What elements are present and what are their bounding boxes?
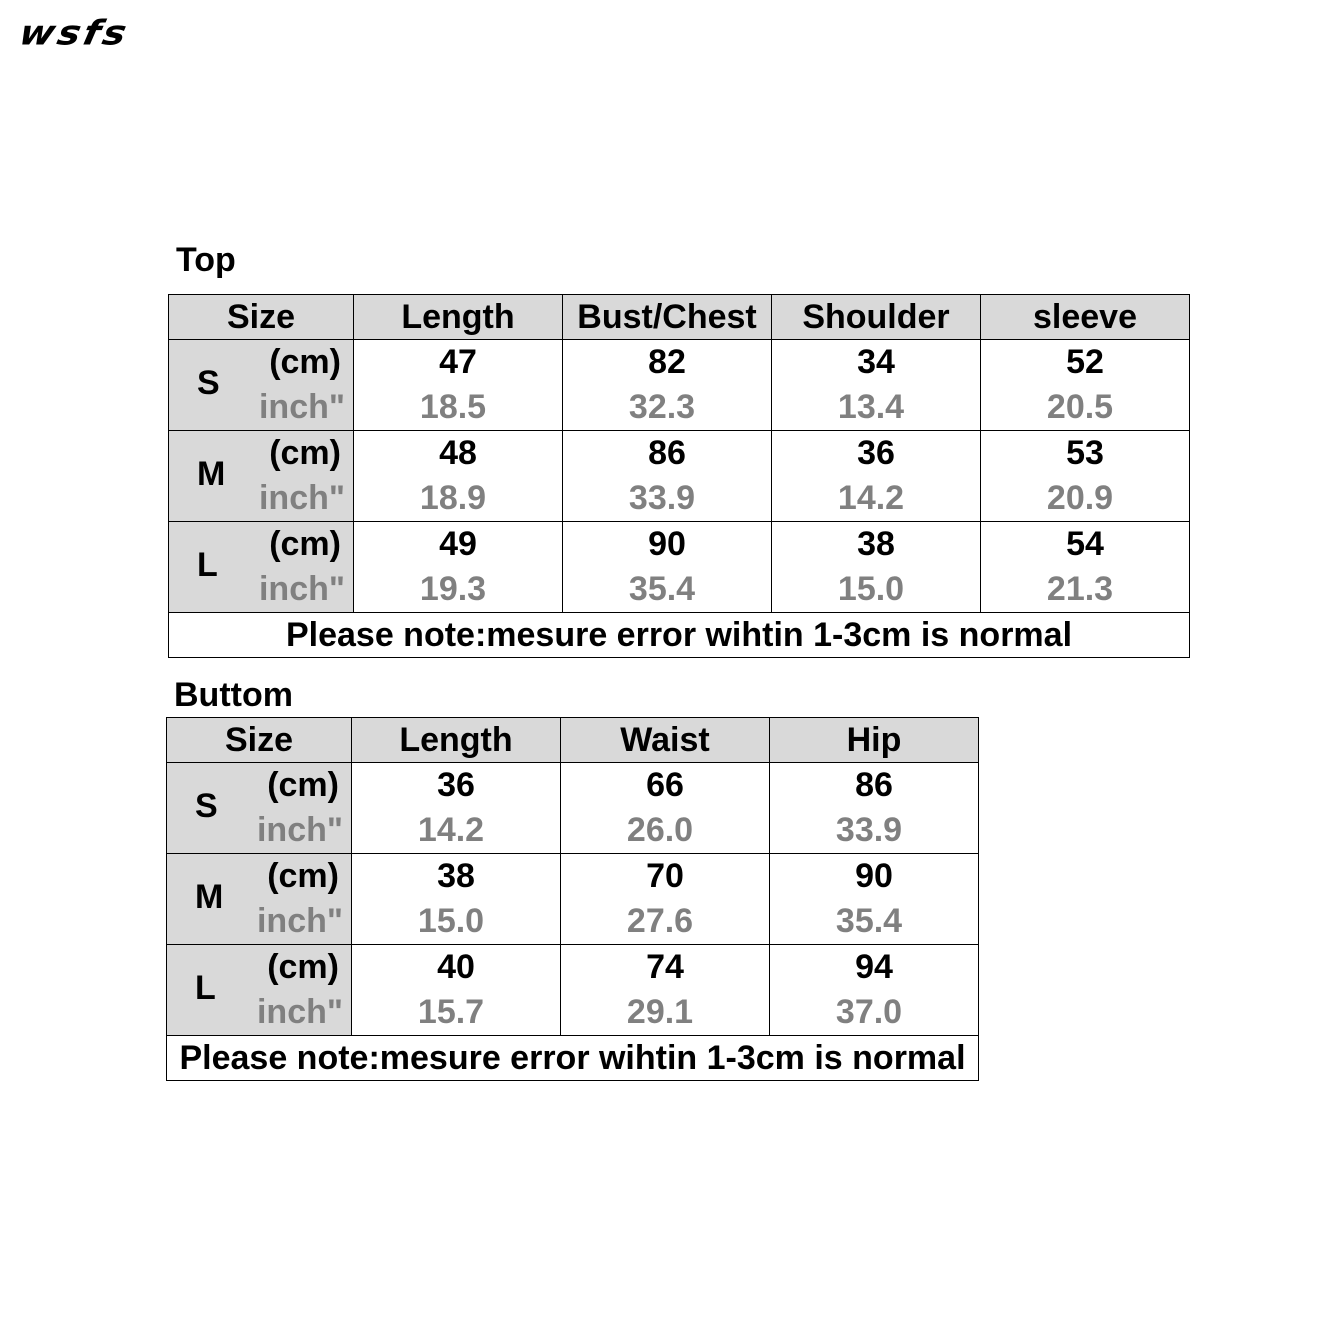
inch-value: 21.3 — [1046, 570, 1114, 608]
value-cell — [563, 340, 772, 431]
value-cell — [354, 431, 563, 522]
cm-unit-label: (cm) — [269, 343, 341, 381]
header-length: Length — [354, 295, 563, 340]
inch-value: 35.4 — [628, 570, 696, 608]
value-cell — [981, 340, 1190, 431]
cm-value: 82 — [648, 343, 686, 381]
inch-unit-label: inch" — [256, 902, 343, 940]
header-hip: Hip — [770, 718, 979, 763]
note-row — [169, 613, 1190, 658]
cm-unit-label: (cm) — [267, 948, 339, 986]
value-cell — [354, 340, 563, 431]
table-header-row — [169, 295, 1190, 340]
cm-value: 54 — [1066, 525, 1104, 563]
size-cell — [169, 431, 354, 522]
inch-value: 19.3 — [419, 570, 487, 608]
cm-unit-label: (cm) — [269, 434, 341, 472]
value-cell — [563, 431, 772, 522]
table-header-row — [167, 718, 979, 763]
header-bust-chest: Bust/Chest — [563, 295, 772, 340]
cm-unit-label: (cm) — [269, 525, 341, 563]
bottom-section-title: Buttom — [174, 676, 293, 714]
inch-value: 33.9 — [628, 479, 696, 517]
size-cell — [169, 522, 354, 613]
value-cell — [770, 945, 979, 1036]
value-cell — [981, 431, 1190, 522]
size-label: M — [197, 455, 226, 493]
table-row — [169, 522, 1190, 613]
brand-logo: wsfs — [15, 13, 134, 53]
note-row — [167, 1036, 979, 1081]
table-row — [169, 431, 1190, 522]
size-cell — [167, 763, 352, 854]
inch-value: 20.5 — [1046, 388, 1114, 426]
value-cell — [352, 945, 561, 1036]
size-cell — [167, 945, 352, 1036]
cm-value: 52 — [1066, 343, 1104, 381]
cm-value: 53 — [1066, 434, 1104, 472]
header-shoulder: Shoulder — [772, 295, 981, 340]
inch-value: 26.0 — [626, 811, 694, 849]
inch-value: 15.7 — [417, 993, 485, 1031]
inch-unit-label: inch" — [258, 570, 345, 608]
value-cell — [770, 854, 979, 945]
inch-value: 18.5 — [419, 388, 487, 426]
bottom-size-table — [166, 717, 979, 1081]
size-cell — [167, 854, 352, 945]
top-size-table — [168, 294, 1190, 658]
inch-unit-label: inch" — [256, 811, 343, 849]
value-cell — [354, 522, 563, 613]
header-sleeve: sleeve — [981, 295, 1190, 340]
size-label: M — [195, 878, 224, 916]
size-cell — [169, 340, 354, 431]
value-cell — [772, 431, 981, 522]
header-length: Length — [352, 718, 561, 763]
measurement-note: Please note:mesure error wihtin 1-3cm is normal — [169, 613, 1190, 658]
value-cell — [561, 945, 770, 1036]
cm-value: 48 — [439, 434, 477, 472]
value-cell — [772, 340, 981, 431]
inch-unit-label: inch" — [258, 479, 345, 517]
cm-value: 40 — [437, 948, 475, 986]
cm-value: 94 — [855, 948, 893, 986]
inch-value: 15.0 — [837, 570, 905, 608]
size-label: L — [197, 546, 218, 584]
table-row — [167, 945, 979, 1036]
size-label: S — [197, 364, 220, 402]
cm-value: 70 — [646, 857, 684, 895]
cm-unit-label: (cm) — [267, 857, 339, 895]
inch-unit-label: inch" — [258, 388, 345, 426]
cm-value: 86 — [648, 434, 686, 472]
inch-value: 14.2 — [837, 479, 905, 517]
cm-value: 86 — [855, 766, 893, 804]
inch-value: 18.9 — [419, 479, 487, 517]
header-waist: Waist — [561, 718, 770, 763]
inch-value: 33.9 — [835, 811, 903, 849]
inch-value: 27.6 — [626, 902, 694, 940]
cm-value: 74 — [646, 948, 684, 986]
value-cell — [563, 522, 772, 613]
cm-value: 49 — [439, 525, 477, 563]
value-cell — [772, 522, 981, 613]
value-cell — [981, 522, 1190, 613]
cm-value: 38 — [857, 525, 895, 563]
table-row — [167, 763, 979, 854]
cm-value: 36 — [857, 434, 895, 472]
inch-value: 14.2 — [417, 811, 485, 849]
inch-value: 37.0 — [835, 993, 903, 1031]
value-cell — [561, 854, 770, 945]
value-cell — [770, 763, 979, 854]
inch-value: 35.4 — [835, 902, 903, 940]
inch-value: 32.3 — [628, 388, 696, 426]
header-size: Size — [169, 295, 354, 340]
cm-value: 36 — [437, 766, 475, 804]
inch-value: 15.0 — [417, 902, 485, 940]
cm-value: 47 — [439, 343, 477, 381]
value-cell — [352, 763, 561, 854]
cm-value: 34 — [857, 343, 895, 381]
table-row — [169, 340, 1190, 431]
value-cell — [352, 854, 561, 945]
value-cell — [561, 763, 770, 854]
size-label: L — [195, 969, 216, 1007]
measurement-note: Please note:mesure error wihtin 1-3cm is normal — [167, 1036, 979, 1081]
inch-value: 29.1 — [626, 993, 694, 1031]
table-row — [167, 854, 979, 945]
top-section-title: Top — [176, 241, 236, 279]
cm-value: 38 — [437, 857, 475, 895]
cm-value: 90 — [855, 857, 893, 895]
header-size: Size — [167, 718, 352, 763]
cm-value: 90 — [648, 525, 686, 563]
inch-value: 20.9 — [1046, 479, 1114, 517]
cm-unit-label: (cm) — [267, 766, 339, 804]
size-label: S — [195, 787, 218, 825]
cm-value: 66 — [646, 766, 684, 804]
inch-value: 13.4 — [837, 388, 905, 426]
inch-unit-label: inch" — [256, 993, 343, 1031]
